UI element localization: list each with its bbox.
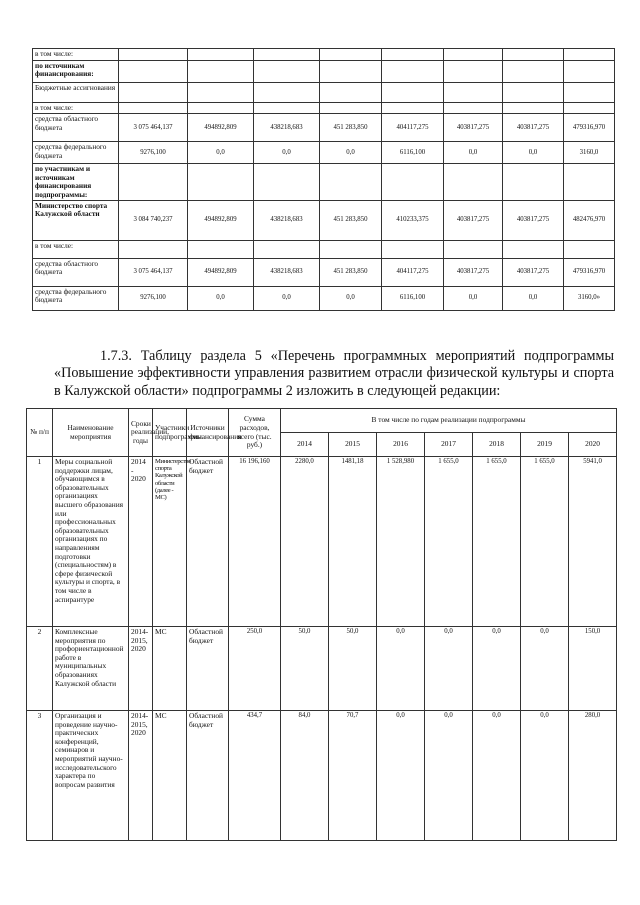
row-label: в том числе: [33, 103, 119, 114]
header-year: 2017 [425, 433, 473, 457]
header-participants: Участники подпрограммы [153, 409, 187, 457]
value-cell: 410233,375 [382, 201, 444, 241]
value-cell [444, 103, 503, 114]
value-cell [188, 83, 254, 103]
table-row [33, 114, 615, 142]
header-year: 2018 [473, 433, 521, 457]
value-cell [503, 164, 564, 201]
value-cell: 6116,100 [382, 287, 444, 311]
value-cell: 403817,275 [444, 114, 503, 142]
value-cell: 0,0 [503, 142, 564, 164]
table-row [27, 457, 617, 627]
source-cell: Областной бюджет [187, 627, 229, 711]
value-cell [564, 49, 615, 61]
year-value-cell: 1481,18 [329, 457, 377, 627]
participant-cell: Министерство спорта Калужской области (далее - МС) [153, 457, 187, 627]
value-cell: 403817,275 [444, 201, 503, 241]
value-cell [320, 61, 382, 83]
header-year: 2015 [329, 433, 377, 457]
value-cell: 479316,970 [564, 114, 615, 142]
header-num: № п/п [27, 409, 53, 457]
value-cell: 6116,100 [382, 142, 444, 164]
header-year: 2014 [281, 433, 329, 457]
table-row [27, 627, 617, 711]
value-cell [188, 164, 254, 201]
value-cell [320, 241, 382, 259]
value-cell [564, 103, 615, 114]
sum-cell: 434,7 [229, 711, 281, 841]
row-label: средства федерального бюджета [33, 142, 119, 164]
terms-cell: 2014-2015, 2020 [129, 627, 153, 711]
header-year: 2019 [521, 433, 569, 457]
row-num: 1 [27, 457, 53, 627]
table-row [33, 287, 615, 311]
participant-cell: МС [153, 711, 187, 841]
value-cell [564, 83, 615, 103]
value-cell: 451 283,850 [320, 201, 382, 241]
value-cell: 438218,683 [254, 114, 320, 142]
row-label: Министерство спорта Калужской области [33, 201, 119, 241]
value-cell [119, 49, 188, 61]
value-cell [382, 241, 444, 259]
table-row [33, 142, 615, 164]
activity-name: Меры социальной поддержки лицам, обучающимся в образовательных организациях высшего образования или профессиональных образовательных организациях по направлениям подготовки (специальностям) в сфере физической культуры и спорта, в том числе в аспирантуре [53, 457, 129, 627]
value-cell: 494892,809 [188, 114, 254, 142]
year-value-cell: 0,0 [521, 627, 569, 711]
value-cell [188, 103, 254, 114]
value-cell [564, 164, 615, 201]
table-row [33, 201, 615, 241]
value-cell: 403817,275 [503, 201, 564, 241]
sum-cell: 16 196,160 [229, 457, 281, 627]
table-row [33, 83, 615, 103]
row-label: средства федерального бюджета [33, 287, 119, 311]
header-terms: Сроки реализации, годы [129, 409, 153, 457]
value-cell [382, 49, 444, 61]
year-value-cell: 1 528,980 [377, 457, 425, 627]
value-cell: 479316,970 [564, 259, 615, 287]
value-cell: 404117,275 [382, 114, 444, 142]
value-cell [444, 83, 503, 103]
value-cell: 403817,275 [444, 259, 503, 287]
value-cell [320, 103, 382, 114]
year-value-cell: 2280,0 [281, 457, 329, 627]
value-cell [119, 103, 188, 114]
table-row [33, 61, 615, 83]
value-cell [254, 241, 320, 259]
value-cell [188, 61, 254, 83]
value-cell: 482476,970 [564, 201, 615, 241]
value-cell [382, 61, 444, 83]
value-cell: 3 075 464,137 [119, 259, 188, 287]
year-value-cell: 0,0 [425, 627, 473, 711]
header-name: Наименование мероприятия [53, 409, 129, 457]
value-cell: 3160,0 [564, 142, 615, 164]
value-cell [503, 241, 564, 259]
value-cell [320, 164, 382, 201]
row-num: 2 [27, 627, 53, 711]
row-label: в том числе: [33, 241, 119, 259]
value-cell: 451 283,850 [320, 114, 382, 142]
value-cell [382, 164, 444, 201]
financing-summary-table [32, 48, 615, 311]
year-value-cell: 1 655,0 [425, 457, 473, 627]
year-value-cell: 0,0 [425, 711, 473, 841]
source-cell: Областной бюджет [187, 457, 229, 627]
value-cell: 0,0 [444, 287, 503, 311]
value-cell: 438218,683 [254, 259, 320, 287]
value-cell [382, 103, 444, 114]
row-label: по участникам и источникам финансирования подпрограммы: [33, 164, 119, 201]
participant-cell: МС [153, 627, 187, 711]
value-cell: 3 075 464,137 [119, 114, 188, 142]
value-cell [503, 103, 564, 114]
table-row [33, 103, 615, 114]
activity-name: Организация и проведение научно-практических конференций, семинаров и мероприятий научно-исследовательского характера по вопросам развития [53, 711, 129, 841]
value-cell: 0,0 [503, 287, 564, 311]
value-cell [254, 83, 320, 103]
value-cell [119, 61, 188, 83]
value-cell: 403817,275 [503, 259, 564, 287]
value-cell: 494892,809 [188, 259, 254, 287]
year-value-cell: 50,0 [281, 627, 329, 711]
value-cell: 0,0 [188, 142, 254, 164]
value-cell: 0,0 [188, 287, 254, 311]
value-cell [503, 61, 564, 83]
value-cell: 0,0 [444, 142, 503, 164]
year-value-cell: 280,0 [569, 711, 617, 841]
value-cell: 438218,683 [254, 201, 320, 241]
value-cell: 494892,809 [188, 201, 254, 241]
program-activities-table [26, 408, 617, 841]
value-cell: 0,0 [320, 287, 382, 311]
value-cell [254, 103, 320, 114]
year-value-cell: 1 655,0 [521, 457, 569, 627]
value-cell: 0,0 [320, 142, 382, 164]
year-value-cell: 70,7 [329, 711, 377, 841]
value-cell [382, 83, 444, 103]
value-cell: 9276,100 [119, 287, 188, 311]
value-cell [564, 61, 615, 83]
year-value-cell: 0,0 [473, 711, 521, 841]
header-sources: Источники финансирования [187, 409, 229, 457]
value-cell [503, 83, 564, 103]
row-label: по источникам финансирования: [33, 61, 119, 83]
year-value-cell: 5941,0 [569, 457, 617, 627]
value-cell [188, 49, 254, 61]
value-cell: 3160,0» [564, 287, 615, 311]
value-cell [188, 241, 254, 259]
value-cell [444, 164, 503, 201]
header-sum: Сумма расходов, всего (тыс. руб.) [229, 409, 281, 457]
value-cell [320, 83, 382, 103]
value-cell: 0,0 [254, 142, 320, 164]
amendment-paragraph [54, 348, 614, 400]
table-row [33, 241, 615, 259]
value-cell [320, 49, 382, 61]
value-cell: 9276,100 [119, 142, 188, 164]
value-cell [119, 241, 188, 259]
row-label: средства областного бюджета [33, 114, 119, 142]
value-cell [503, 49, 564, 61]
value-cell [119, 164, 188, 201]
year-value-cell: 0,0 [377, 627, 425, 711]
table-row [27, 711, 617, 841]
year-value-cell: 84,0 [281, 711, 329, 841]
value-cell [254, 49, 320, 61]
table-row [33, 164, 615, 201]
value-cell [119, 83, 188, 103]
value-cell: 451 283,850 [320, 259, 382, 287]
value-cell [444, 49, 503, 61]
value-cell [254, 164, 320, 201]
year-value-cell: 0,0 [377, 711, 425, 841]
value-cell: 0,0 [254, 287, 320, 311]
terms-cell: 2014 - 2020 [129, 457, 153, 627]
header-years-group: В том числе по годам реализации подпрограммы [281, 409, 617, 433]
year-value-cell: 1 655,0 [473, 457, 521, 627]
value-cell [564, 241, 615, 259]
row-label: Бюджетные ассигнования [33, 83, 119, 103]
terms-cell: 2014-2015, 2020 [129, 711, 153, 841]
row-num: 3 [27, 711, 53, 841]
value-cell [254, 61, 320, 83]
year-value-cell: 150,0 [569, 627, 617, 711]
value-cell: 3 084 740,237 [119, 201, 188, 241]
value-cell [444, 61, 503, 83]
value-cell: 403817,275 [503, 114, 564, 142]
table-row [33, 259, 615, 287]
table-row [33, 49, 615, 61]
year-value-cell: 0,0 [521, 711, 569, 841]
value-cell [444, 241, 503, 259]
source-cell: Областной бюджет [187, 711, 229, 841]
activity-name: Комплексные мероприятия по профориентационной работе в муниципальных образованиях Калужской области [53, 627, 129, 711]
year-value-cell: 50,0 [329, 627, 377, 711]
sum-cell: 250,0 [229, 627, 281, 711]
year-value-cell: 0,0 [473, 627, 521, 711]
paragraph-text: 1.7.3. Таблицу раздела 5 «Перечень программных мероприятий подпрограммы «Повышение эффективности управления развитием отрасли физической культуры и спорта в Калужской области» подпрограммы 2 изложить в следующей редакции: [54, 348, 614, 399]
value-cell: 404117,275 [382, 259, 444, 287]
row-label: средства областного бюджета [33, 259, 119, 287]
header-year: 2016 [377, 433, 425, 457]
header-year: 2020 [569, 433, 617, 457]
row-label: в том числе: [33, 49, 119, 61]
